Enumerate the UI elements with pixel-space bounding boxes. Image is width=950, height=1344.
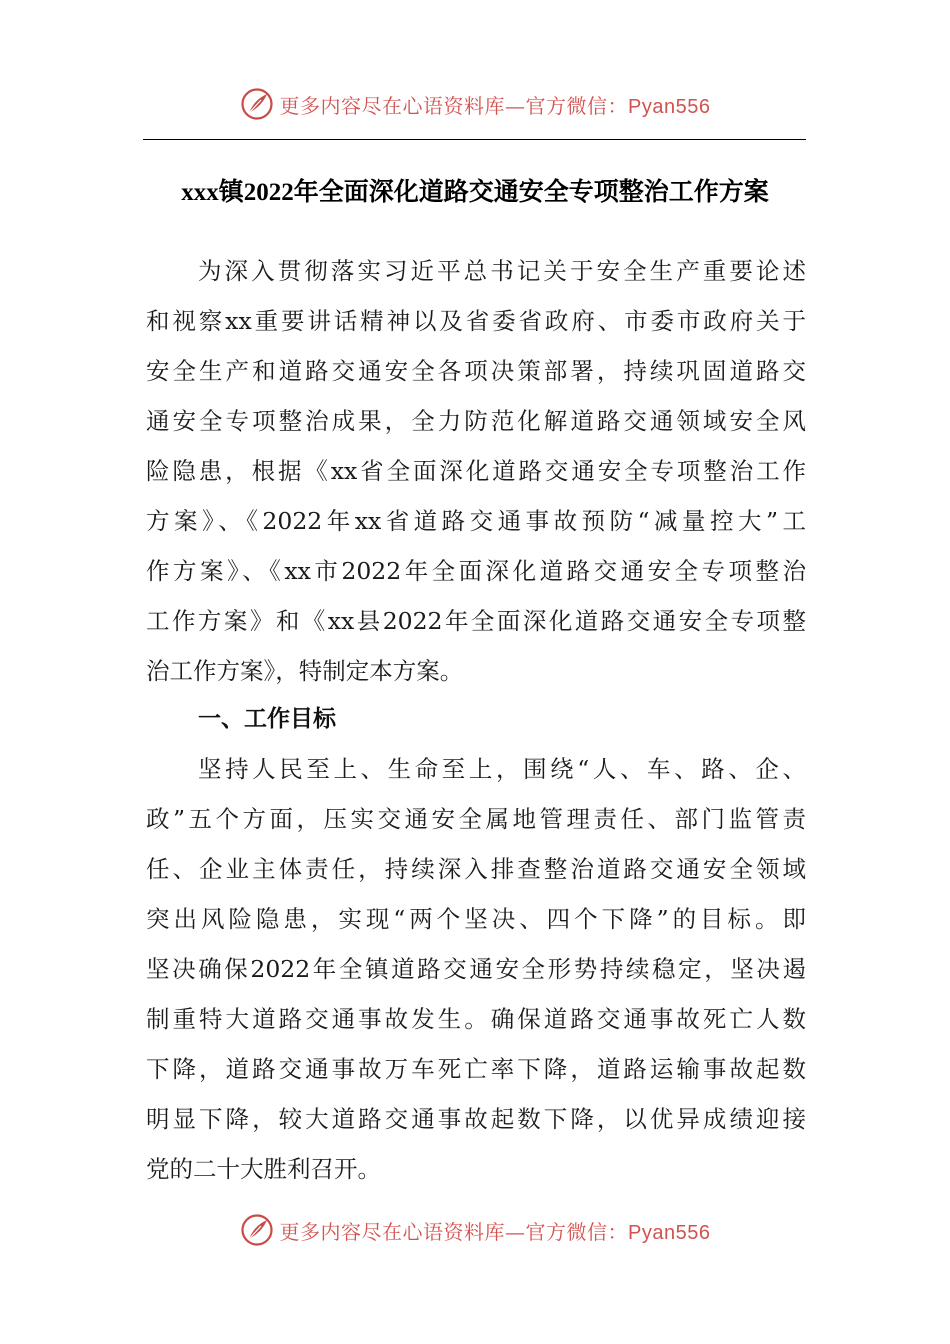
paragraph-line: 坚持人民至上、生命至上，围绕“人、车、路、企、 xyxy=(198,755,806,783)
paragraph-line: 下降，道路交通事故万车死亡率下降，道路运输事故起数 xyxy=(146,1055,806,1083)
footer-banner xyxy=(0,1208,950,1252)
paragraph-work-goals xyxy=(146,744,806,1194)
paragraph-line: 任、企业主体责任，持续深入排查整治道路交通安全领域 xyxy=(146,855,806,883)
paragraph-line: 明显下降，较大道路交通事故起数下降，以优异成绩迎接 xyxy=(146,1105,806,1133)
paragraph-line: 方案》、《2022年xx省道路交通事故预防“减量控大”工 xyxy=(146,507,806,535)
section-heading: 一、工作目标 xyxy=(198,706,336,732)
paragraph-line: 通安全专项整治成果，全力防范化解道路交通领域安全风 xyxy=(146,407,806,435)
paragraph-line: 工作方案》和《xx县2022年全面深化道路交通安全专项整 xyxy=(146,607,806,635)
header-divider xyxy=(143,139,806,140)
feather-quill-icon xyxy=(240,1213,274,1247)
paragraph-line: 安全生产和道路交通安全各项决策部署，持续巩固道路交 xyxy=(146,357,806,385)
paragraph-line: 坚决确保2022年全镇道路交通安全形势持续稳定，坚决遏 xyxy=(146,955,806,983)
paragraph-line: 政”五个方面，压实交通安全属地管理责任、部门监管责 xyxy=(146,805,806,833)
header-banner xyxy=(0,82,950,126)
document-title: xxx镇2022年全面深化道路交通安全专项整治工作方案 xyxy=(181,179,769,206)
paragraph-line: 险隐患，根据《xx省全面深化道路交通安全专项整治工作 xyxy=(146,457,806,485)
paragraph-line: 治工作方案》，特制定本方案。 xyxy=(146,657,464,685)
paragraph-line: 党的二十大胜利召开。 xyxy=(146,1155,381,1183)
paragraph-line: 和视察xx重要讲话精神以及省委省政府、市委市政府关于 xyxy=(146,307,806,335)
paragraph-line: 制重特大道路交通事故发生。确保道路交通事故死亡人数 xyxy=(146,1005,806,1033)
banner-text: 更多内容尽在心语资料库—官方微信：Pyan556 xyxy=(279,93,711,118)
paragraph-line: 突出风险隐患，实现“两个坚决、四个下降”的目标。即 xyxy=(146,905,806,933)
paragraph-intro xyxy=(146,246,806,696)
paragraph-line: 作方案》、《xx市2022年全面深化道路交通安全专项整治 xyxy=(146,557,806,585)
paragraph-line: 为深入贯彻落实习近平总书记关于安全生产重要论述 xyxy=(198,257,806,285)
banner-text: 更多内容尽在心语资料库—官方微信：Pyan556 xyxy=(279,1219,711,1244)
feather-quill-icon xyxy=(240,87,274,121)
section-heading-wrapper xyxy=(146,694,806,744)
